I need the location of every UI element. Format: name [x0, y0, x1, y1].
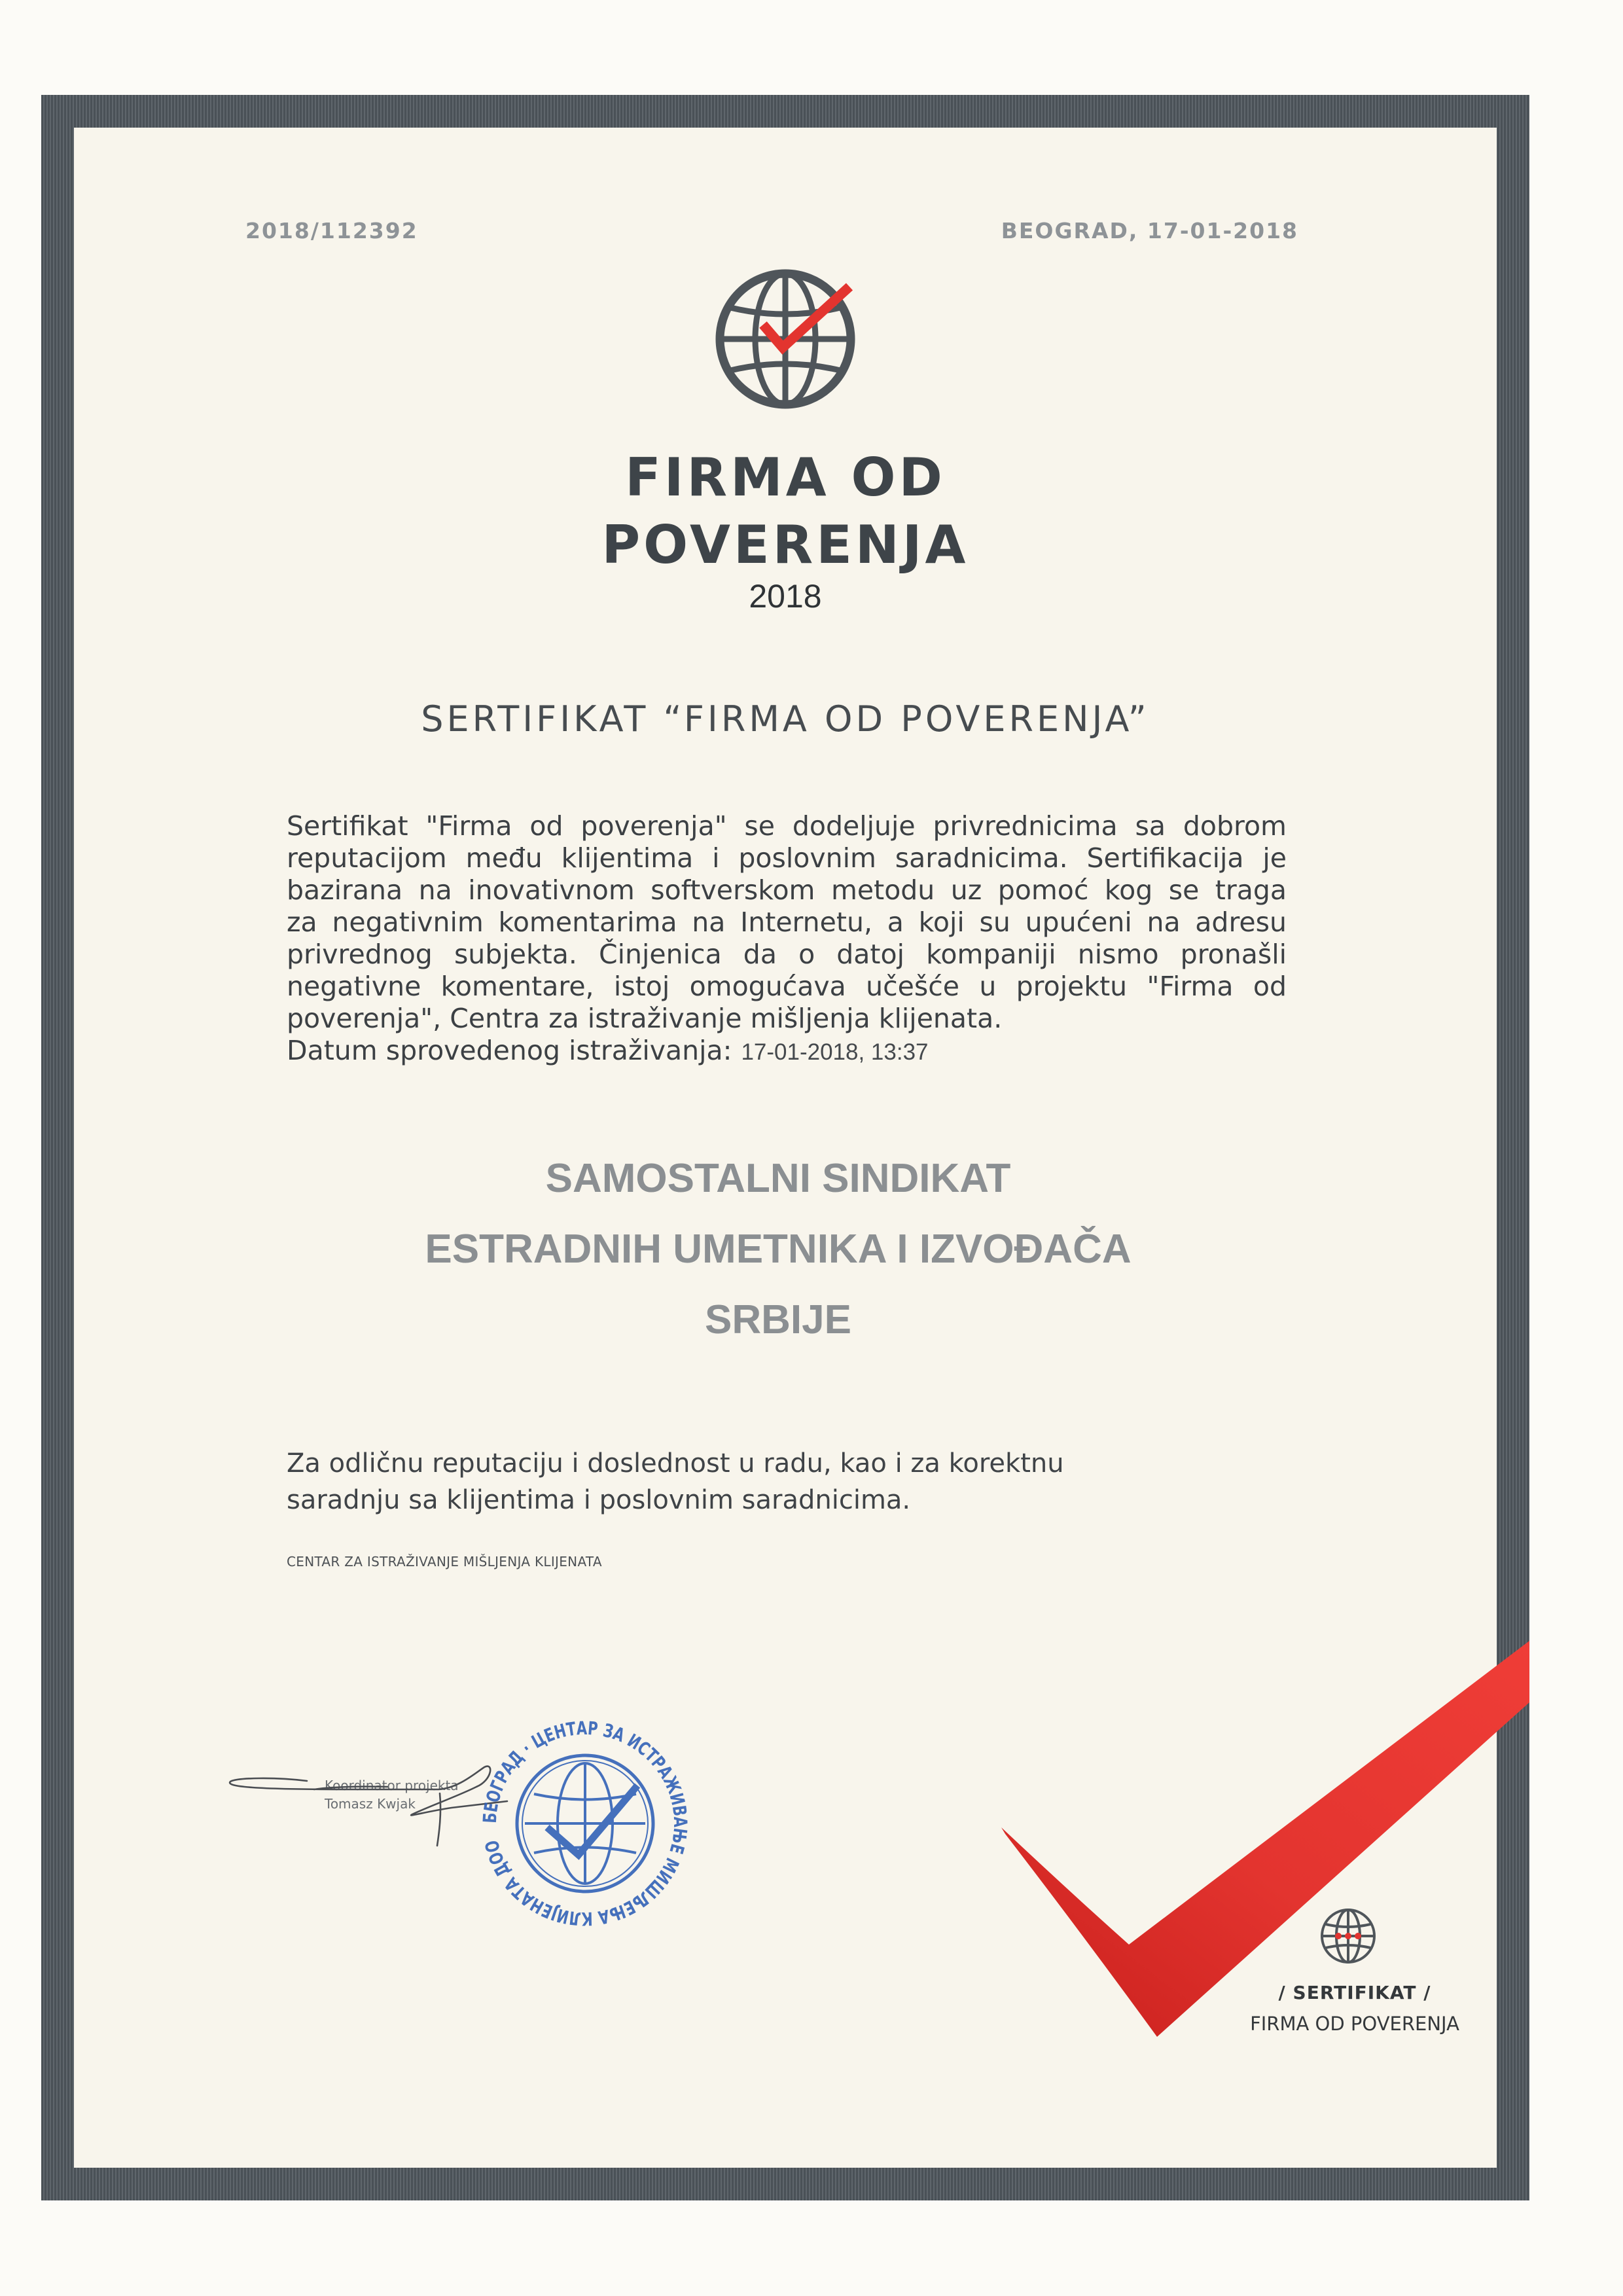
research-date-label: Datum sprovedenog istraživanja: [287, 1035, 732, 1066]
stamp-ring-text: БЕОГРАД · ЦЕНТАР ЗА ИСТРАЖИВАЊЕ МИШЉЕЊА КЛИЈЕНАТА ДОО [478, 1717, 692, 1930]
title-line-1: FIRMA OD [625, 447, 946, 508]
research-date-value: 17-01-2018, 13:37 [741, 1039, 929, 1065]
globe-icon [1317, 1905, 1380, 1967]
certificate-description [287, 810, 1287, 1067]
certificate-heading: SERTIFIKAT “FIRMA OD POVERENJA” [421, 698, 1150, 740]
badge-title: / SERTIFIKAT / [1278, 1982, 1431, 2003]
title-year: 2018 [749, 578, 822, 615]
company-stamp [474, 1712, 696, 1935]
citation-text [287, 1445, 1064, 1518]
recipient-name-line: SRBIJE [705, 1297, 851, 1342]
description-line: negativne komentare, istoj omogućava učešće u projektu "Firma od [287, 971, 1287, 1002]
description-line: poverenja", Centra za istraživanje mišljenja klijenata. [287, 1003, 1003, 1034]
citation-line: Za odličnu reputaciju i doslednost u radu, kao i za korektnu [287, 1448, 1064, 1479]
description-line: za negativnim komentarima na Internetu, a koji su upućeni na adresu [287, 906, 1287, 938]
recipient-name-line: ESTRADNIH UMETNIKA I IZVOĐAČA [425, 1227, 1132, 1272]
recipient-name-line: SAMOSTALNI SINDIKAT [545, 1156, 1011, 1201]
place-and-date: BEOGRAD, 17-01-2018 [1001, 218, 1298, 243]
reference-number: 2018/112392 [245, 218, 418, 243]
description-line: bazirana na inovativnom softverskom metodu uz pomoć kog se traga [287, 874, 1287, 906]
badge-subtitle: FIRMA OD POVERENJA [1250, 2013, 1459, 2035]
description-line: privrednog subjekta. Činjenica da o datoj kompaniji nismo pronašli [287, 939, 1287, 970]
signatory-role: Koordinator projekta [325, 1778, 459, 1793]
globe-check-icon [707, 260, 864, 418]
title-line-2: POVERENJA [601, 514, 969, 575]
description-line: Sertifikat "Firma od poverenja" se dodeljuje privrednicima sa dobrom [287, 810, 1287, 842]
issuer-name: CENTAR ZA ISTRAŽIVANJE MIŠLJENJA KLIJENATA [287, 1554, 602, 1570]
signatory-name: Tomasz Kwjak [325, 1796, 416, 1812]
description-line: reputacijom među klijentima i poslovnim saradnicima. Sertifikacija je [287, 842, 1287, 874]
research-date-row [287, 1035, 1287, 1067]
citation-line: saradnju sa klijentima i poslovnim saradnicima. [287, 1485, 911, 1515]
